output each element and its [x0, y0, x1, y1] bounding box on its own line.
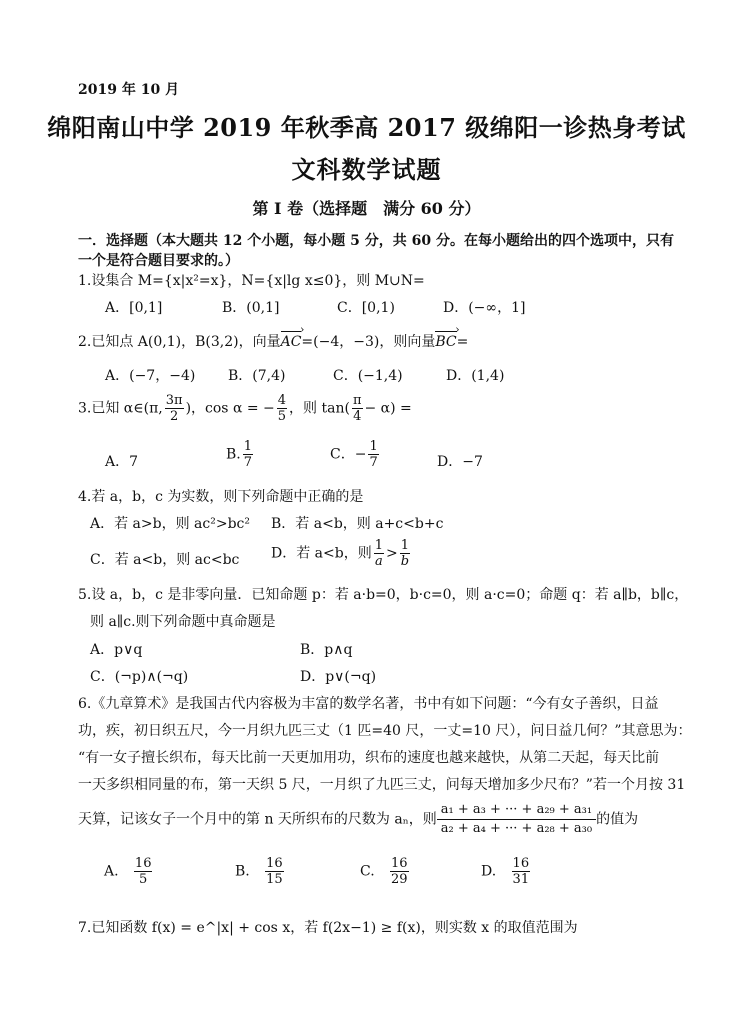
question-3-option-d: D．−7 — [437, 454, 483, 470]
denominator: 5 — [139, 872, 148, 887]
option-label: B. — [235, 863, 250, 880]
fraction-16-over-31 — [512, 856, 531, 887]
exam-date: 2019 年 10 月 — [78, 82, 180, 98]
question-5-option-c: C．(¬p)∧(¬q) — [90, 669, 189, 685]
numerator: 1 — [243, 439, 253, 454]
numerator: 3π — [165, 393, 183, 408]
denominator: 4 — [353, 409, 362, 424]
sum-ratio-fraction — [437, 801, 596, 838]
section-heading-line1: 一．选择题（本大题共 12 个小题，每小题 5 分，共 60 分。在每小题给出的四个选项中，只有 — [78, 233, 674, 249]
denominator: b — [400, 554, 410, 569]
question-2-option-b: B．(7,4) — [228, 368, 286, 384]
question-1-option-d: D．(−∞，1] — [443, 300, 526, 316]
question-3-stem-part4: − α) = — [364, 400, 412, 417]
fraction-pi-over-4 — [352, 393, 363, 424]
question-4-option-d — [271, 538, 412, 569]
exam-title: 绵阳南山中学 2019 年秋季高 2017 级绵阳一诊热身考试 — [47, 113, 686, 142]
question-3-stem — [78, 393, 412, 424]
question-5-option-b: B．p∧q — [300, 642, 353, 658]
question-6-line1: 6.《九章算术》是我国古代内容极为丰富的数学名著，书中有如下问题：“今有女子善织，日益 — [78, 696, 659, 712]
fraction-16-over-5 — [134, 856, 153, 887]
fraction-16-over-29 — [390, 856, 409, 887]
question-4-option-a: A．若 a>b，则 ac²>bc² — [90, 516, 250, 532]
question-4-option-c: C．若 a<b，则 ac<bc — [90, 552, 240, 568]
question-5-stem-line2: 则 a∥c.则下列命题中真命题是 — [90, 614, 276, 630]
question-4-option-b: B．若 a<b，则 a+c<b+c — [271, 516, 444, 532]
option-label: B. — [226, 446, 241, 463]
question-6-line5-part1: 天算，记该女子一个月中的第 n 天所织布的尺数为 aₙ，则 — [78, 811, 437, 828]
question-6-option-b — [235, 856, 286, 887]
exam-subtitle: 文科数学试题 — [291, 155, 442, 184]
vector-bc: BC › — [435, 334, 456, 350]
numerator: 1 — [369, 439, 378, 454]
fraction-1-over-b — [400, 538, 410, 569]
section-heading-line2: 一个是符合题目要求的。） — [78, 253, 239, 269]
fraction-4-over-5 — [277, 393, 287, 424]
fraction-1-over-7 — [243, 439, 253, 470]
question-2-stem-part1: 2.已知点 A(0,1)，B(3,2)，向量 — [78, 334, 281, 350]
numerator: 1 — [400, 538, 410, 553]
numerator: 16 — [512, 856, 530, 871]
denominator: 5 — [277, 409, 287, 424]
denominator: 7 — [243, 455, 253, 470]
question-6-line5-part2: 的值为 — [596, 811, 639, 828]
question-3-stem-part2: )，cos α = − — [185, 400, 275, 417]
question-3-option-c — [330, 439, 381, 470]
question-3-option-a: A．7 — [105, 454, 139, 470]
numerator: 1 — [374, 538, 383, 553]
question-6-line4: 一天多织相同量的布，第一天织 5 尺，一月织了九匹三丈，问每天增加多少尺布？”若一个月按 31 — [78, 777, 686, 793]
question-2-option-d: D．(1,4) — [446, 368, 505, 384]
question-2-stem-part3: = — [456, 334, 469, 350]
option-label: C．− — [330, 446, 367, 463]
question-3-option-b — [226, 439, 255, 470]
question-6-option-a — [104, 856, 154, 887]
numerator: 16 — [266, 856, 283, 871]
denominator: 2 — [170, 409, 179, 424]
question-1-option-b: B．(0,1] — [222, 300, 280, 316]
section-heading — [78, 231, 674, 271]
denominator: 31 — [512, 872, 530, 887]
fraction-1-over-7 — [368, 439, 378, 470]
fraction-3pi-over-2 — [165, 393, 184, 424]
option-label: A. — [104, 863, 119, 880]
numerator: a₁ + a₃ + ··· + a₂₉ + a₃₁ — [437, 801, 596, 820]
denominator: a₂ + a₄ + ··· + a₂₈ + a₃₀ — [440, 821, 593, 836]
denominator: 29 — [391, 872, 408, 887]
question-5-stem-line1: 5.设 a，b，c 是非零向量．已知命题 p：若 a·b=0，b·c=0，则 a·c=0；命题 q：若 a∥b，b∥c， — [78, 587, 689, 603]
fraction-16-over-15 — [265, 856, 284, 887]
denominator: 7 — [369, 455, 378, 470]
question-1-option-a: A．[0,1] — [105, 300, 163, 316]
question-7-stem: 7.已知函数 f(x) = e^|x| + cos x，若 f(2x−1) ≥ f(x)，则实数 x 的取值范围为 — [78, 920, 578, 936]
question-6-line5 — [78, 801, 638, 838]
question-6-option-c — [360, 856, 411, 887]
option-label: D. — [481, 863, 497, 880]
question-1-option-c: C．[0,1) — [337, 300, 395, 316]
question-2-stem — [78, 331, 468, 351]
denominator: 15 — [266, 872, 283, 887]
numerator: 4 — [277, 393, 287, 408]
vector-ac: AC › — [281, 334, 302, 350]
question-6-line3: “有一女子擅长织布，每天比前一天更加用功，织布的速度也越来越快，从第二天起，每天比前 — [78, 750, 660, 766]
question-2-option-a: A．(−7，−4) — [105, 368, 196, 384]
question-2-option-c: C．(−1,4) — [333, 368, 403, 384]
numerator: 16 — [134, 856, 152, 871]
question-5-option-d: D．p∨(¬q) — [300, 669, 377, 685]
option-text: D．若 a<b，则 — [271, 545, 372, 562]
fraction-1-over-a — [374, 538, 384, 569]
numerator: π — [352, 393, 362, 408]
question-3-stem-part3: ，则 tan( — [289, 400, 350, 417]
denominator: a — [374, 554, 383, 569]
numerator: 16 — [391, 856, 408, 871]
question-6-option-d — [481, 856, 532, 887]
question-6-line2: 功，疾，初日织五尺，今一月织九匹三丈（1 匹=40 尺，一丈=10 尺），问日益几何？”其意思为： — [78, 723, 692, 739]
question-4-stem: 4.若 a，b，c 为实数，则下列命题中正确的是 — [78, 489, 364, 505]
option-label: C. — [360, 863, 375, 880]
question-5-option-a: A．p∨q — [90, 642, 143, 658]
volume-heading: 第 I 卷（选择题 满分 60 分） — [252, 199, 481, 218]
question-3-stem-part1: 3.已知 α∈(π, — [78, 400, 163, 417]
greater-than: > — [386, 545, 398, 562]
question-2-stem-part2: =(−4，−3)，则向量 — [301, 334, 436, 350]
question-1-stem: 1.设集合 M={x|x²=x}，N={x|lg x≤0}，则 M∪N= — [78, 273, 425, 289]
